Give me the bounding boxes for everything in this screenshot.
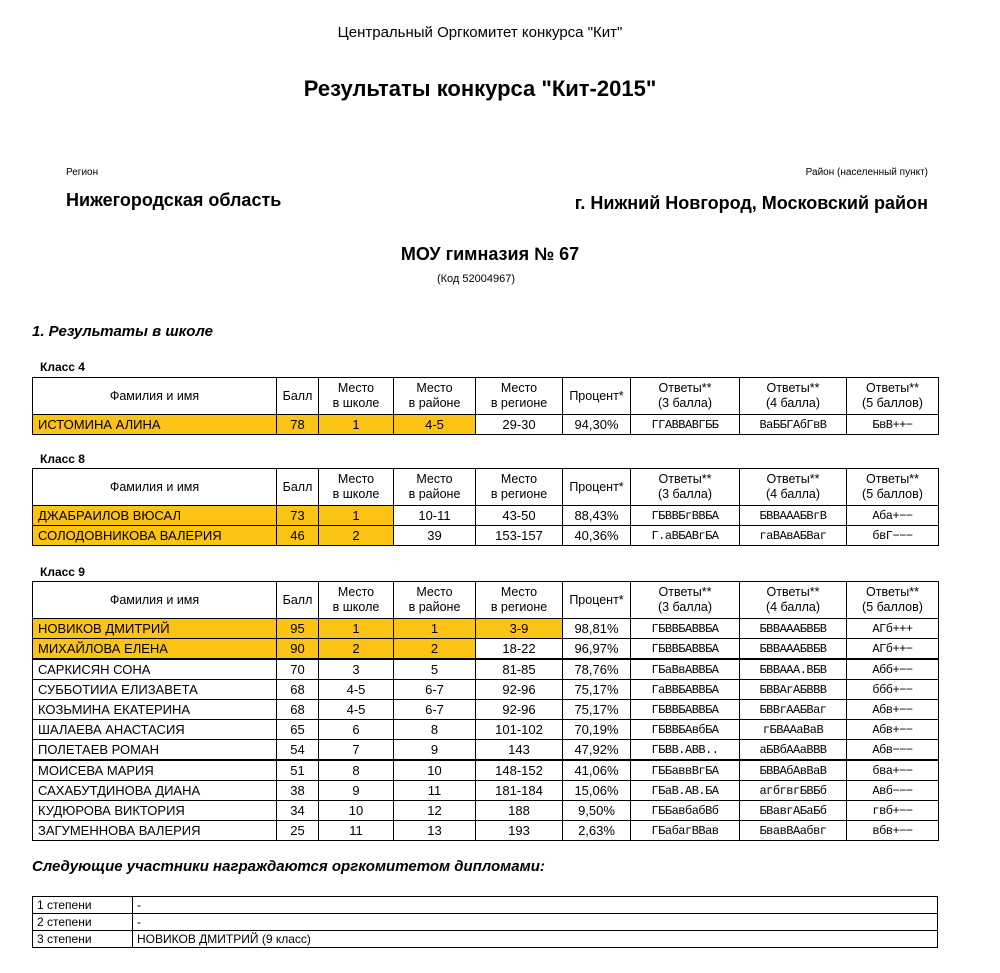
awards-heading: Следующие участники награждаются оргкомитетом дипломами: (32, 858, 545, 875)
cell-name: ЗАГУМЕННОВА ВАЛЕРИЯ (33, 821, 277, 841)
cell-place-school: 11 (319, 821, 394, 841)
cell-percent: 98,81% (563, 619, 631, 639)
col-place-school-line2: в школе (332, 487, 380, 501)
award-row (33, 897, 938, 914)
cell-score: 90 (277, 639, 319, 660)
cell-name: ИСТОМИНА АЛИНА (33, 415, 277, 435)
cell-place-region: 29-30 (476, 415, 563, 435)
cell-percent: 15,06% (563, 781, 631, 801)
cell-name: КОЗЬМИНА ЕКАТЕРИНА (33, 700, 277, 720)
cell-place-region: 18-22 (476, 639, 563, 660)
col-answers-4 (740, 469, 847, 506)
col-answers-4 (740, 378, 847, 415)
cell-percent: 88,43% (563, 506, 631, 526)
district-value: г. Нижний Новгород, Московский район (574, 193, 928, 213)
col-place-district (394, 378, 476, 415)
district-label: Район (населенный пункт) (805, 167, 928, 178)
cell-percent: 75,17% (563, 680, 631, 700)
cell-answers-5: АГб++− (847, 639, 939, 660)
cell-name: САХАБУТДИНОВА ДИАНА (33, 781, 277, 801)
cell-answers-3: ГБаВ.АВ.БА (631, 781, 740, 801)
cell-score: 25 (277, 821, 319, 841)
award-row (33, 914, 938, 931)
col-place-district (394, 469, 476, 506)
col-place-school (319, 378, 394, 415)
cell-place-school: 4-5 (319, 700, 394, 720)
table-row (33, 801, 939, 821)
table-row (33, 720, 939, 740)
col-place-region-line1: Место (500, 381, 538, 395)
cell-answers-4: БвавВАабвг (740, 821, 847, 841)
cell-name: СУББОТИИА ЕЛИЗАВЕТА (33, 680, 277, 700)
cell-answers-4: БВВАбАвВаВ (740, 760, 847, 781)
cell-answers-4: БВВААА.ВБВ (740, 659, 847, 680)
col-percent: Процент* (563, 378, 631, 415)
col-answers-3 (631, 469, 740, 506)
cell-answers-3: ГБабагВВав (631, 821, 740, 841)
col-place-school (319, 469, 394, 506)
cell-answers-5: Абб+−− (847, 659, 939, 680)
col-place-region-line2: в регионе (490, 487, 548, 501)
cell-place-region: 193 (476, 821, 563, 841)
table-row (33, 700, 939, 720)
cell-score: 46 (277, 526, 319, 546)
cell-answers-3: ГББавбабВб (631, 801, 740, 821)
col-answers-5 (847, 469, 939, 506)
cell-place-district: 6-7 (394, 680, 476, 700)
cell-place-school: 10 (319, 801, 394, 821)
results-table-class (32, 377, 939, 435)
col-name: Фамилия и имя (33, 469, 277, 506)
class-label: Класс 8 (40, 452, 85, 466)
cell-place-district: 5 (394, 659, 476, 680)
col-name: Фамилия и имя (33, 582, 277, 619)
section-title: 1. Результаты в школе (32, 323, 213, 340)
cell-score: 68 (277, 700, 319, 720)
cell-answers-5: вбв+−− (847, 821, 939, 841)
col-place-region-line1: Место (500, 585, 538, 599)
col-percent: Процент* (563, 469, 631, 506)
cell-answers-5: Аба+−− (847, 506, 939, 526)
cell-place-region: 43-50 (476, 506, 563, 526)
cell-score: 34 (277, 801, 319, 821)
col-place-region (476, 469, 563, 506)
cell-answers-3: Г.аВБАВгБА (631, 526, 740, 546)
table-row (33, 740, 939, 761)
cell-answers-4: ВаББГАбГвВ (740, 415, 847, 435)
cell-score: 65 (277, 720, 319, 740)
cell-score: 70 (277, 659, 319, 680)
awards-table (32, 896, 938, 948)
cell-answers-5: бвГ−−− (847, 526, 939, 546)
col-answers-4-line1: Ответы** (766, 585, 820, 599)
cell-percent: 96,97% (563, 639, 631, 660)
cell-answers-5: бва+−− (847, 760, 939, 781)
cell-percent: 9,50% (563, 801, 631, 821)
col-name: Фамилия и имя (33, 378, 277, 415)
table-row (33, 821, 939, 841)
col-place-region-line1: Место (500, 472, 538, 486)
school-name: МОУ гимназия № 67 (400, 244, 580, 264)
cell-answers-5: Абв+−− (847, 720, 939, 740)
table-row (33, 781, 939, 801)
table-row (33, 659, 939, 680)
col-score: Балл (277, 378, 319, 415)
cell-answers-5: БвВ++− (847, 415, 939, 435)
class-label: Класс 9 (40, 565, 85, 579)
col-answers-4-line1: Ответы** (766, 472, 820, 486)
cell-score: 95 (277, 619, 319, 639)
award-row (33, 931, 938, 948)
cell-name: ШАЛАЕВА АНАСТАСИЯ (33, 720, 277, 740)
cell-name: ПОЛЕТАЕВ РОМАН (33, 740, 277, 761)
cell-answers-4: БВВАААБВБВ (740, 619, 847, 639)
cell-answers-5: ббб+−− (847, 680, 939, 700)
cell-name: МИХАЙЛОВА ЕЛЕНА (33, 639, 277, 660)
cell-place-region: 143 (476, 740, 563, 761)
cell-place-school: 3 (319, 659, 394, 680)
cell-answers-3: ГБВВ.АВВ.. (631, 740, 740, 761)
region-label: Регион (66, 167, 99, 178)
award-degree: 3 степени (33, 931, 133, 948)
col-answers-5-line1: Ответы** (866, 585, 919, 599)
cell-score: 54 (277, 740, 319, 761)
col-place-school (319, 582, 394, 619)
col-place-region-line2: в регионе (490, 396, 548, 410)
cell-place-school: 4-5 (319, 680, 394, 700)
col-place-region (476, 582, 563, 619)
cell-place-district: 10-11 (394, 506, 476, 526)
cell-answers-4: БВВАААБВБВ (740, 639, 847, 660)
col-answers-4 (740, 582, 847, 619)
cell-answers-4: БВавгАБаБб (740, 801, 847, 821)
table-row (33, 415, 939, 435)
cell-name: ДЖАБРАИЛОВ ВЮСАЛ (33, 506, 277, 526)
col-place-school-line2: в школе (332, 396, 380, 410)
col-answers-5-line2: (5 баллов) (862, 487, 923, 501)
col-answers-4-line1: Ответы** (766, 381, 820, 395)
col-score: Балл (277, 582, 319, 619)
cell-score: 73 (277, 506, 319, 526)
col-answers-3-line1: Ответы** (658, 585, 712, 599)
col-answers-5 (847, 378, 939, 415)
cell-place-district: 1 (394, 619, 476, 639)
table-row (33, 506, 939, 526)
cell-answers-4: аБВбААаВВВ (740, 740, 847, 761)
cell-answers-3: ГГАВВАВГББ (631, 415, 740, 435)
col-place-region-line2: в регионе (490, 600, 548, 614)
col-place-school-line2: в школе (332, 600, 380, 614)
cell-name: СОЛОДОВНИКОВА ВАЛЕРИЯ (33, 526, 277, 546)
cell-place-school: 1 (319, 506, 394, 526)
award-degree: 1 степени (33, 897, 133, 914)
cell-place-school: 1 (319, 415, 394, 435)
cell-place-region: 148-152 (476, 760, 563, 781)
cell-answers-3: ГБВВБАВВБА (631, 700, 740, 720)
page-title: Результаты конкурса "Кит-2015" (303, 76, 657, 101)
cell-answers-4: гаВАвАБВаг (740, 526, 847, 546)
cell-percent: 2,63% (563, 821, 631, 841)
cell-place-school: 1 (319, 619, 394, 639)
cell-place-school: 8 (319, 760, 394, 781)
cell-percent: 78,76% (563, 659, 631, 680)
cell-answers-4: гБВААаВаВ (740, 720, 847, 740)
cell-place-district: 6-7 (394, 700, 476, 720)
col-place-school-line1: Место (337, 381, 375, 395)
col-answers-5-line2: (5 баллов) (862, 600, 923, 614)
cell-answers-3: ГБВВБАвбБА (631, 720, 740, 740)
col-place-district-line1: Место (416, 381, 453, 395)
cell-place-district: 39 (394, 526, 476, 546)
cell-answers-4: БВВАААБВгВ (740, 506, 847, 526)
col-answers-5-line2: (5 баллов) (862, 396, 923, 410)
cell-place-district: 12 (394, 801, 476, 821)
col-place-school-line1: Место (337, 472, 375, 486)
col-answers-4-line2: (4 балла) (765, 396, 821, 410)
col-score: Балл (277, 469, 319, 506)
cell-percent: 70,19% (563, 720, 631, 740)
cell-answers-5: Абв+−− (847, 700, 939, 720)
cell-answers-3: ГБаВвАВВБА (631, 659, 740, 680)
table-row (33, 526, 939, 546)
col-answers-3-line2: (3 балла) (657, 600, 713, 614)
col-answers-3-line1: Ответы** (658, 472, 712, 486)
table-row (33, 619, 939, 639)
cell-answers-3: ГББаввВгБА (631, 760, 740, 781)
award-recipient: НОВИКОВ ДМИТРИЙ (9 класс) (133, 931, 938, 948)
col-answers-3-line2: (3 балла) (657, 487, 713, 501)
cell-place-region: 181-184 (476, 781, 563, 801)
cell-place-school: 2 (319, 526, 394, 546)
award-degree: 2 степени (33, 914, 133, 931)
cell-place-region: 3-9 (476, 619, 563, 639)
col-answers-3-line2: (3 балла) (657, 396, 713, 410)
cell-answers-3: ГБВВБАВВБА (631, 639, 740, 660)
cell-percent: 94,30% (563, 415, 631, 435)
col-percent: Процент* (563, 582, 631, 619)
cell-answers-5: Абв−−− (847, 740, 939, 761)
cell-place-district: 4-5 (394, 415, 476, 435)
table-row (33, 760, 939, 781)
cell-place-region: 188 (476, 801, 563, 821)
class-label: Класс 4 (40, 360, 85, 374)
table-row (33, 680, 939, 700)
cell-name: САРКИСЯН СОНА (33, 659, 277, 680)
col-answers-5-line1: Ответы** (866, 472, 919, 486)
cell-score: 38 (277, 781, 319, 801)
col-place-district-line2: в районе (408, 600, 461, 614)
cell-percent: 47,92% (563, 740, 631, 761)
cell-place-district: 8 (394, 720, 476, 740)
cell-score: 51 (277, 760, 319, 781)
cell-place-school: 6 (319, 720, 394, 740)
cell-place-region: 81-85 (476, 659, 563, 680)
cell-place-district: 10 (394, 760, 476, 781)
cell-answers-5: гвб+−− (847, 801, 939, 821)
cell-name: МОИСЕВА МАРИЯ (33, 760, 277, 781)
award-recipient: - (133, 914, 938, 931)
col-answers-4-line2: (4 балла) (765, 487, 821, 501)
cell-answers-4: агбгвгБВБб (740, 781, 847, 801)
col-answers-3-line1: Ответы** (658, 381, 712, 395)
col-place-district-line2: в районе (408, 487, 461, 501)
cell-answers-4: БВВгААБВаг (740, 700, 847, 720)
col-answers-5-line1: Ответы** (866, 381, 919, 395)
cell-place-district: 13 (394, 821, 476, 841)
organizer-line: Центральный Оргкомитет конкурса "Кит" (337, 24, 623, 41)
cell-place-district: 2 (394, 639, 476, 660)
cell-answers-4: БВВАгАБВВВ (740, 680, 847, 700)
cell-answers-3: ГБВВБАВВБА (631, 619, 740, 639)
cell-place-region: 92-96 (476, 680, 563, 700)
cell-percent: 41,06% (563, 760, 631, 781)
cell-answers-5: АГб+++ (847, 619, 939, 639)
cell-place-region: 92-96 (476, 700, 563, 720)
col-answers-4-line2: (4 балла) (765, 600, 821, 614)
cell-percent: 40,36% (563, 526, 631, 546)
award-recipient: - (133, 897, 938, 914)
cell-place-school: 2 (319, 639, 394, 660)
col-place-district (394, 582, 476, 619)
col-answers-5 (847, 582, 939, 619)
school-code: (Код 52004967) (436, 273, 516, 285)
col-place-district-line2: в районе (408, 396, 461, 410)
cell-name: КУДЮРОВА ВИКТОРИЯ (33, 801, 277, 821)
cell-place-district: 9 (394, 740, 476, 761)
cell-place-school: 7 (319, 740, 394, 761)
cell-place-school: 9 (319, 781, 394, 801)
col-place-school-line1: Место (337, 585, 375, 599)
col-answers-3 (631, 582, 740, 619)
cell-answers-3: ГБВВБгВВБА (631, 506, 740, 526)
table-row (33, 639, 939, 660)
cell-place-region: 153-157 (476, 526, 563, 546)
results-table-class (32, 581, 939, 841)
cell-place-region: 101-102 (476, 720, 563, 740)
cell-percent: 75,17% (563, 700, 631, 720)
col-answers-3 (631, 378, 740, 415)
region-value: Нижегородская область (66, 190, 282, 210)
results-table-class (32, 468, 939, 546)
cell-answers-3: ГаВВБАВВБА (631, 680, 740, 700)
cell-place-district: 11 (394, 781, 476, 801)
cell-score: 68 (277, 680, 319, 700)
col-place-district-line1: Место (416, 585, 453, 599)
cell-score: 78 (277, 415, 319, 435)
col-place-region (476, 378, 563, 415)
cell-answers-5: Авб−−− (847, 781, 939, 801)
cell-name: НОВИКОВ ДМИТРИЙ (33, 619, 277, 639)
col-place-district-line1: Место (416, 472, 453, 486)
